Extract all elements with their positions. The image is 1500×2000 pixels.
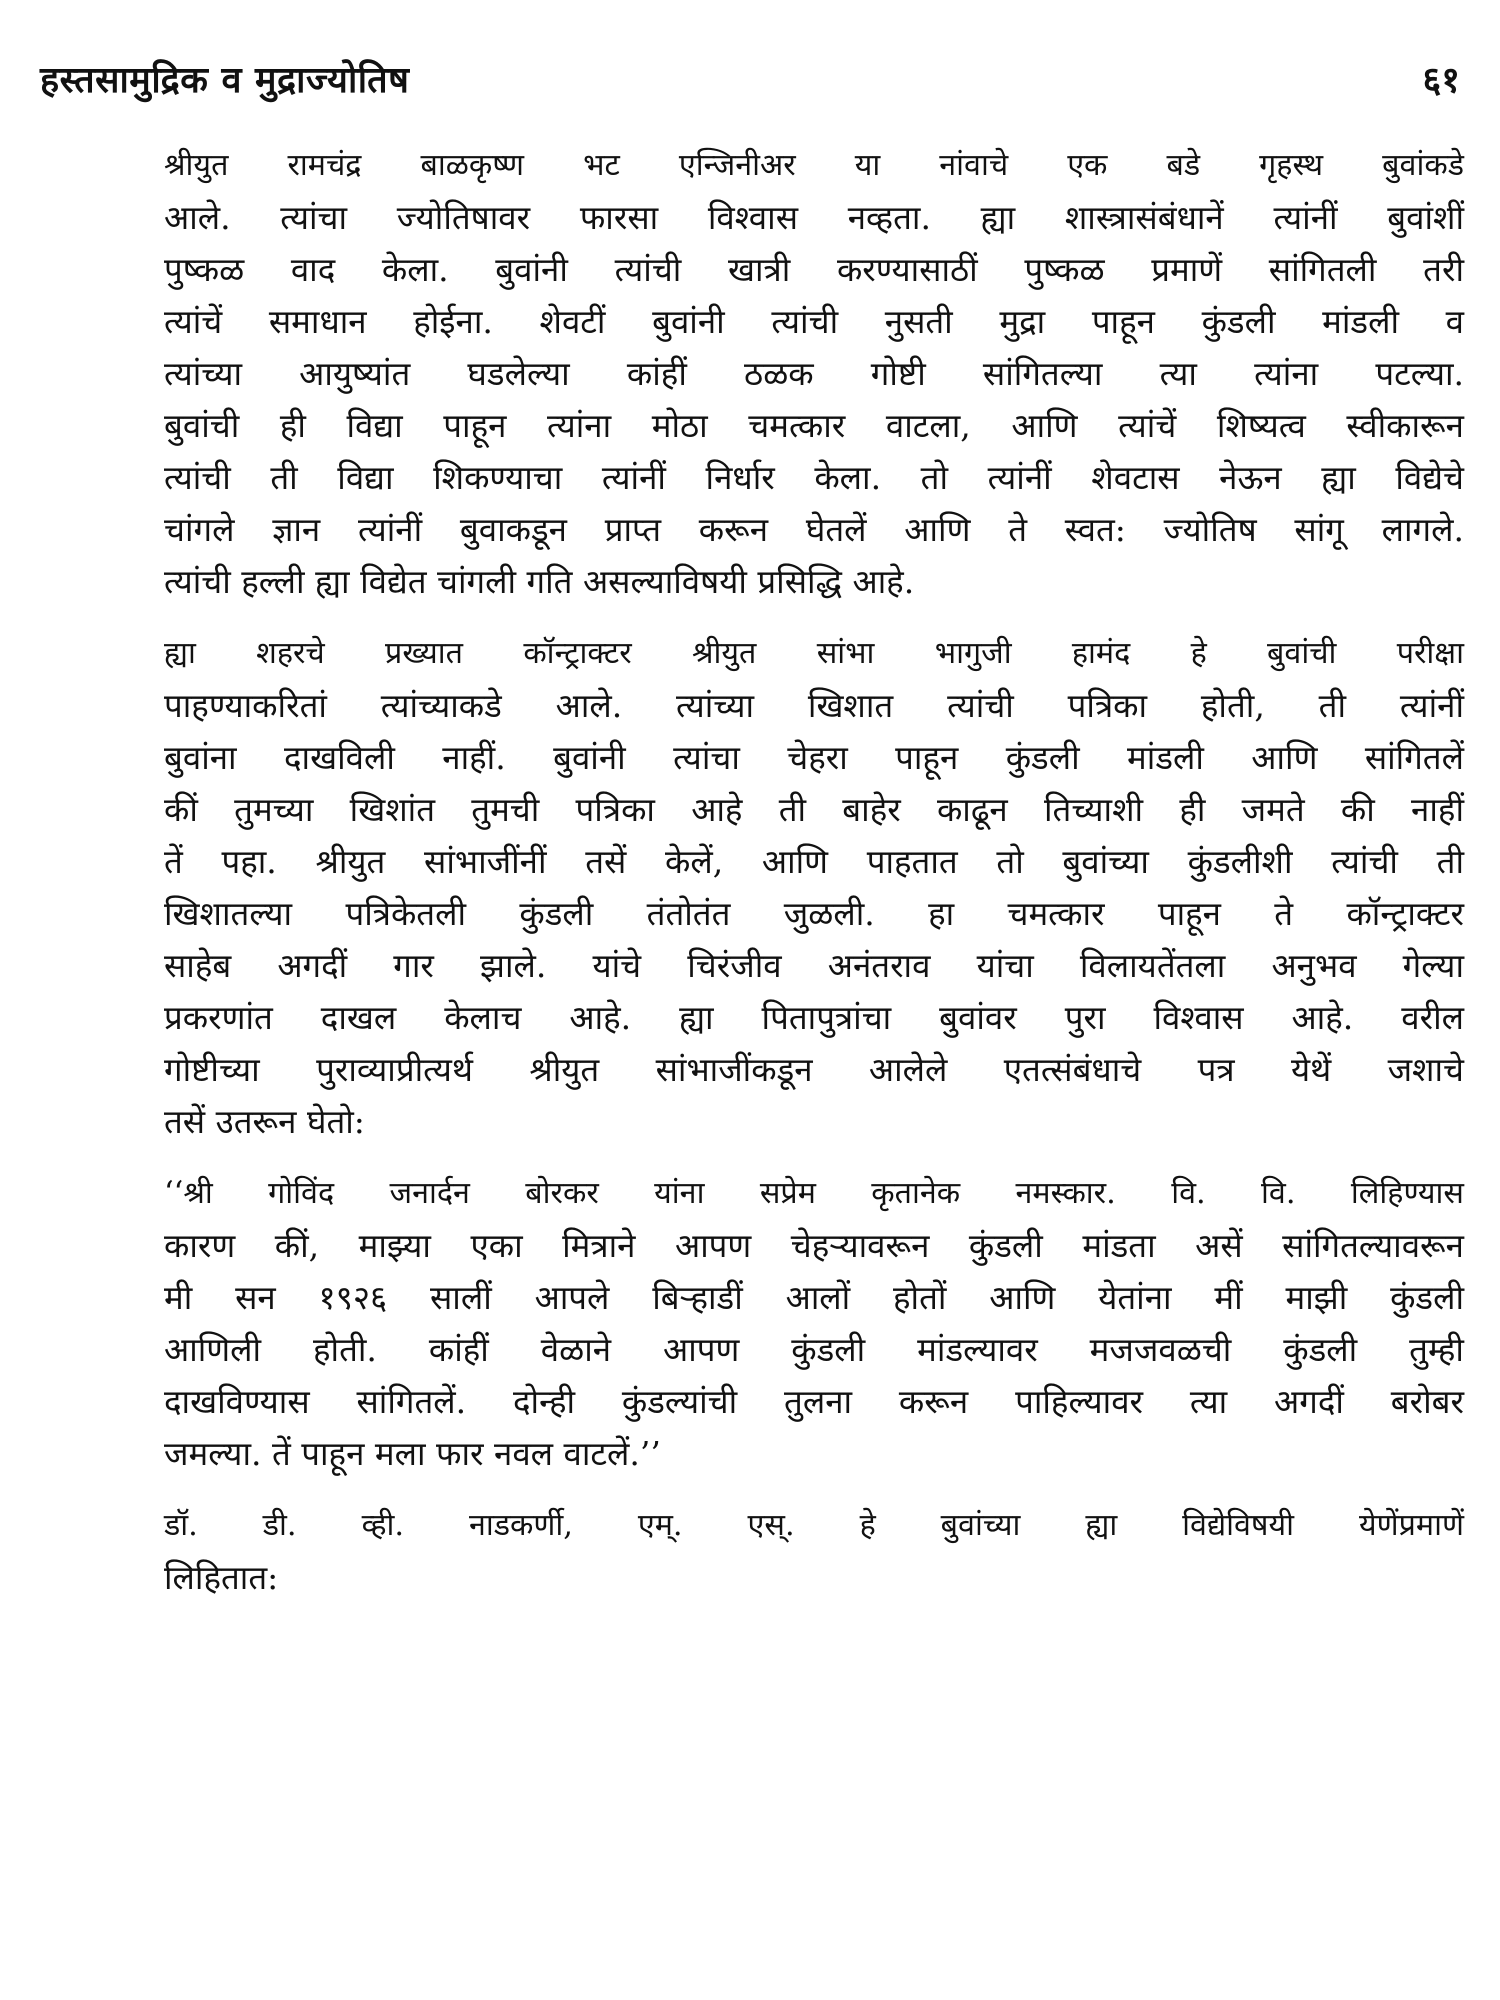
text-line: प्रकरणांत दाखल केलाच आहे. ह्या पितापुत्रांचा बुवांवर पुरा विश्वास आहे. वरील [164,998,1464,1037]
running-head [40,48,1460,108]
text-line: पुष्कळ वाद केला. बुवांनी त्यांची खात्री करण्यासाठीं पुष्कळ प्रमाणें सांगितली तरी [164,250,1464,289]
quoted-letter [54,1168,1464,1480]
text-line: दाखविण्यास सांगितलें. दोन्ही कुंडल्यांची तुलना करून पाहिल्यावर त्या अगदीं बरोबर [164,1382,1464,1421]
page-number: ६१ [1422,59,1460,101]
text-line: साहेब अगदीं गार झाले. यांचे चिरंजीव अनंतराव यांचा विलायतेंतला अनुभव गेल्या [164,946,1464,985]
text-line: तें पहा. श्रीयुत सांभाजींनीं तसें केलें, आणि पाहतात तो बुवांच्या कुंडलीशी त्यांची ती [164,842,1464,881]
text-line: चांगले ज्ञान त्यांनीं बुवाकडून प्राप्त करून घेतलें आणि ते स्वत: ज्योतिष सांगू लागले. [164,510,1464,549]
text-line: लिहितात: [164,1558,279,1597]
paragraph-1 [54,140,1464,608]
text-line: पाहण्याकरितां त्यांच्याकडे आले. त्यांच्या खिशात त्यांची पत्रिका होती, ती त्यांनीं [164,686,1464,725]
paragraph-2 [54,628,1464,1148]
text-line: बुवांची ही विद्या पाहून त्यांना मोठा चमत्कार वाटला, आणि त्यांचें शिष्यत्व स्वीकारून [164,406,1464,445]
text-line: तसें उतरून घेतो: [164,1102,365,1141]
running-head-title: हस्तसामुद्रिक व मुद्राज्योतिष [40,59,410,101]
text-line: मी सन १९२६ सालीं आपले बिऱ्हाडीं आलों होतों आणि येतांना मीं माझी कुंडली [164,1278,1464,1317]
text-line: त्यांची हल्ली ह्या विद्येत चांगली गति असल्याविषयी प्रसिद्धि आहे. [164,562,915,601]
text-line: ‘‘श्री गोविंद जनार्दन बोरकर यांना सप्रेम कृतानेक नमस्कार. वि. वि. लिहिण्यास [164,1176,1464,1211]
text-line: ह्या शहरचे प्रख्यात कॉन्ट्राक्टर श्रीयुत सांभा भागुजी हामंद हे बुवांची परीक्षा [164,636,1464,671]
text-line: डॉ. डी. व्ही. नाडकर्णी, एम्. एस्. हे बुवांच्या ह्या विद्येविषयी येणेंप्रमाणें [164,1508,1464,1543]
text-line: श्रीयुत रामचंद्र बाळकृष्ण भट एन्जिनीअर या नांवाचे एक बडे गृहस्थ बुवांकडे [164,148,1464,183]
text-line: खिशातल्या पत्रिकेतली कुंडली तंतोतंत जुळली. हा चमत्कार पाहून ते कॉन्ट्राक्टर [164,894,1464,933]
text-line: आणिली होती. कांहीं वेळाने आपण कुंडली मांडल्यावर मजजवळची कुंडली तुम्ही [164,1330,1464,1369]
text-line: बुवांना दाखविली नाहीं. बुवांनी त्यांचा चेहरा पाहून कुंडली मांडली आणि सांगितलें [164,738,1464,777]
body-text [54,140,1464,1624]
text-line: त्यांच्या आयुष्यांत घडलेल्या कांहीं ठळक गोष्टी सांगितल्या त्या त्यांना पटल्या. [164,354,1464,393]
text-line: कारण कीं, माझ्या एका मित्राने आपण चेहऱ्यावरून कुंडली मांडता असें सांगितल्यावरून [164,1226,1464,1265]
text-line: गोष्टीच्या पुराव्याप्रीत्यर्थ श्रीयुत सांभाजींकडून आलेले एतत्संबंधाचे पत्र येथें जशाचे [164,1050,1464,1089]
text-line: जमल्या. तें पाहून मला फार नवल वाटलें.’’ [164,1434,661,1473]
paragraph-4 [54,1500,1464,1604]
text-line: त्यांची ती विद्या शिकण्याचा त्यांनीं निर्धार केला. तो त्यांनीं शेवटास नेऊन ह्या विद्येचे [164,458,1464,497]
text-line: त्यांचें समाधान होईना. शेवटीं बुवांनी त्यांची नुसती मुद्रा पाहून कुंडली मांडली व [164,302,1464,341]
text-line: आले. त्यांचा ज्योतिषावर फारसा विश्वास नव्हता. ह्या शास्त्रासंबंधानें त्यांनीं बुवांशीं [164,198,1464,237]
text-line: कीं तुमच्या खिशांत तुमची पत्रिका आहे ती बाहेर काढून तिच्याशी ही जमते की नाहीं [164,790,1464,829]
